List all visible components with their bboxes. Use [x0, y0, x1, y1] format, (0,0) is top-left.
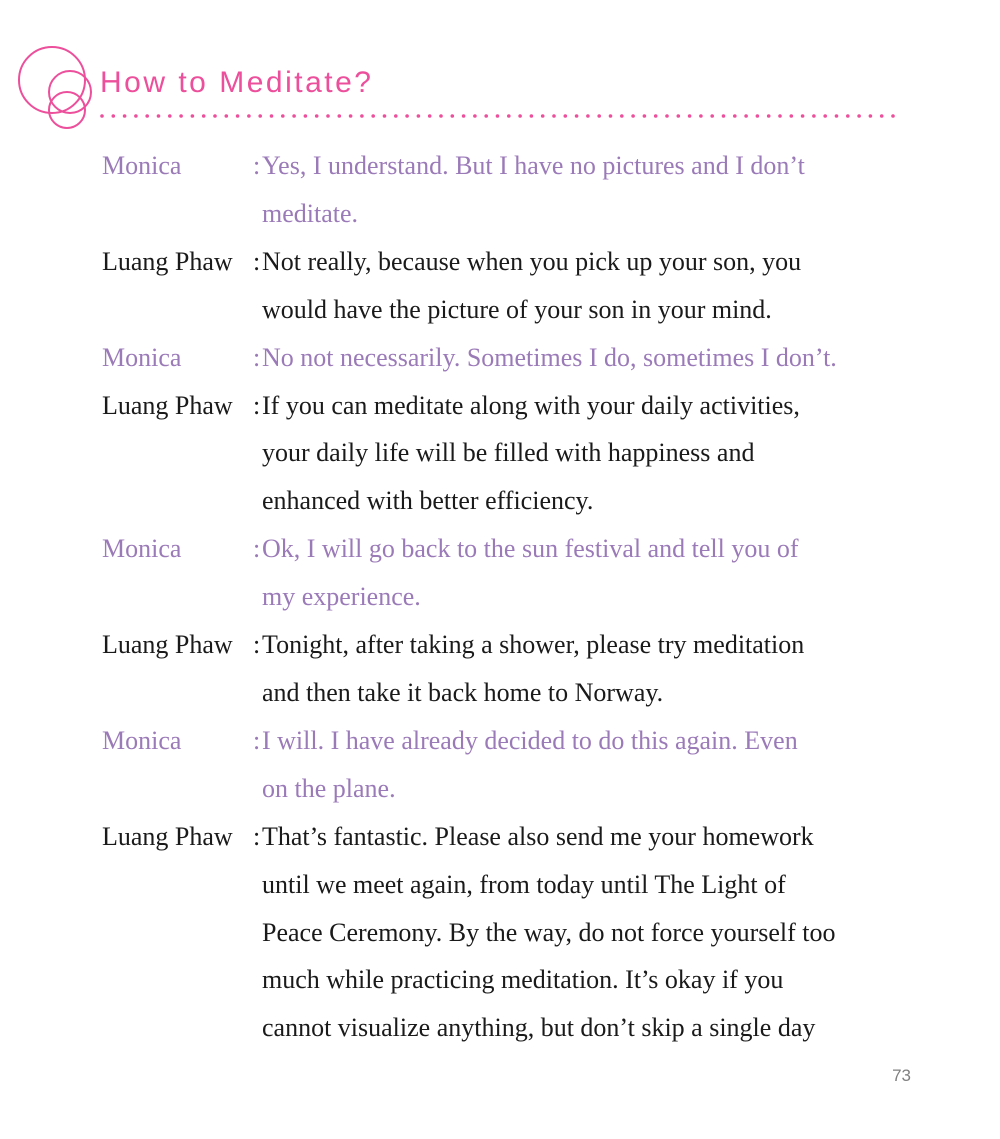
dialogue-text [262, 813, 836, 1053]
dialogue-line: Ok, I will go back to the sun festival and tell you of [262, 534, 799, 564]
speaker-label [102, 142, 262, 238]
dialogue-text [262, 238, 801, 334]
speaker-colon: : [253, 390, 261, 420]
dialogue-line: your daily life will be filled with happiness and [262, 438, 755, 468]
dialogue-turn [102, 621, 902, 717]
dialogue-turn [102, 334, 902, 382]
speaker-name: Luang Phaw [102, 630, 233, 660]
dialogue-turn [102, 142, 902, 238]
speaker-label [102, 382, 262, 526]
dialogue-line: Peace Ceremony. By the way, do not force yourself too [262, 917, 836, 947]
speaker-colon: : [253, 151, 261, 180]
dialogue-text [262, 142, 805, 238]
dialogue-line: much while practicing meditation. It’s okay if you [262, 965, 784, 995]
dialogue-line: Not really, because when you pick up your son, you [262, 246, 802, 276]
speaker-colon: : [253, 342, 261, 372]
speaker-colon: : [253, 630, 261, 660]
dialogue-line: I will. I have already decided to do this again. Even [262, 725, 798, 755]
speaker-name: Monica [102, 151, 182, 180]
dialogue-text [262, 334, 837, 382]
dialogue-line: enhanced with better efficiency. [262, 486, 594, 516]
speaker-colon: : [253, 821, 261, 851]
speaker-name: Luang Phaw [102, 246, 233, 276]
dialogue-line: That’s fantastic. Please also send me your homework [262, 821, 814, 851]
dialogue-line: and then take it back home to Norway. [262, 677, 664, 707]
dialogue-text [262, 525, 799, 621]
speaker-name: Monica [102, 534, 182, 564]
dialogue-line: would have the picture of your son in your mind. [262, 294, 772, 324]
speaker-colon: : [253, 725, 261, 755]
dialogue-turn [102, 525, 902, 621]
dialogue-line: until we meet again, from today until The Light of [262, 869, 786, 899]
dialogue-line: on the plane. [262, 773, 396, 803]
speaker-label [102, 621, 262, 717]
dialogue-line: cannot visualize anything, but don’t skip a single day [262, 1013, 816, 1043]
speaker-label [102, 334, 262, 382]
speaker-name: Monica [102, 725, 182, 755]
speaker-label [102, 813, 262, 1053]
dialogue-text [262, 717, 798, 813]
page-number: 73 [892, 1066, 911, 1085]
speaker-label [102, 238, 262, 334]
dialogue [102, 142, 902, 1052]
speaker-label [102, 717, 262, 813]
dialogue-line: Tonight, after taking a shower, please try meditation [262, 630, 805, 660]
page-title: How to Meditate? [100, 66, 374, 99]
speaker-colon: : [253, 534, 261, 564]
dialogue-line: meditate. [262, 198, 359, 228]
circles-logo-icon [14, 42, 98, 134]
dialogue-turn [102, 813, 902, 1053]
dialogue-turn [102, 717, 902, 813]
dialogue-line: my experience. [262, 582, 421, 612]
dialogue-line: If you can meditate along with your daily activities, [262, 390, 800, 420]
dialogue-line: No not necessarily. Sometimes I do, sometimes I don’t. [262, 342, 837, 372]
speaker-name: Monica [102, 342, 182, 372]
dialogue-turn [102, 382, 902, 526]
speaker-colon: : [253, 246, 261, 276]
dialogue-line: Yes, I understand. But I have no pictures and I don’t [262, 151, 805, 180]
dialogue-text [262, 382, 800, 526]
speaker-label [102, 525, 262, 621]
speaker-name: Luang Phaw [102, 821, 233, 851]
dialogue-turn [102, 238, 902, 334]
dotted-divider [100, 111, 900, 121]
dialogue-text [262, 621, 804, 717]
speaker-name: Luang Phaw [102, 390, 233, 420]
